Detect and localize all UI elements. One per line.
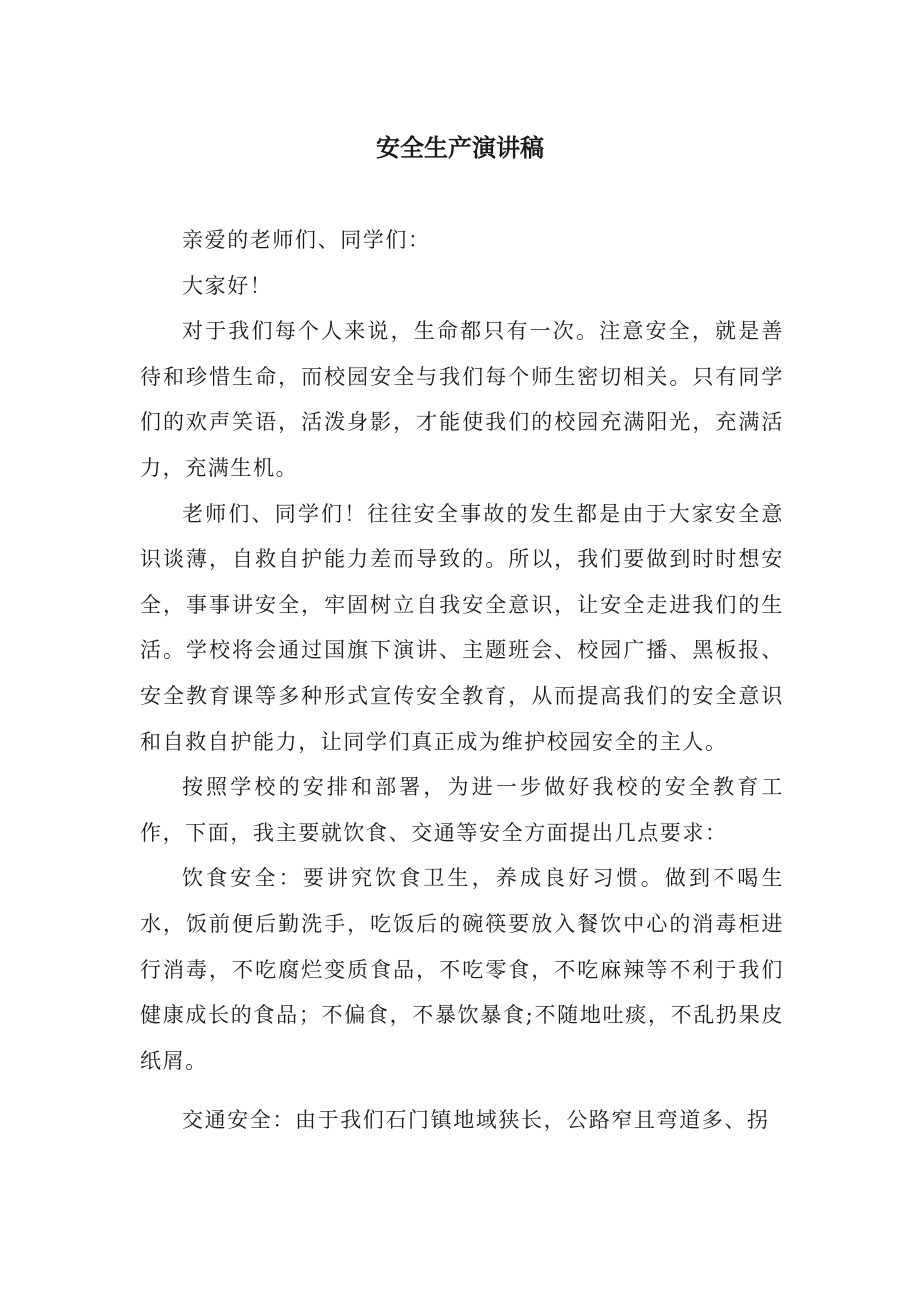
document-body xyxy=(140,218,784,1144)
paragraph-requirements-intro: 按照学校的安排和部署，为进一步做好我校的安全教育工作，下面，我主要就饮食、交通等安全方面提出几点要求： xyxy=(140,775,784,845)
paragraph-greeting: 亲爱的老师们、同学们： xyxy=(182,228,431,252)
paragraph-life-safety: 对于我们每个人来说，生命都只有一次。注意安全，就是善待和珍惜生命，而校园安全与我们每个师生密切相关。只有同学们的欢声笑语，活泼身影，才能使我们的校园充满阳光，充满活力，充满生机。 xyxy=(140,319,784,480)
document-title: 安全生产演讲稿 xyxy=(376,134,544,162)
paragraph-traffic-safety: 交通安全：由于我们石门镇地域狭长，公路窄且弯道多、拐 xyxy=(182,1108,770,1133)
paragraph-hello: 大家好！ xyxy=(182,273,273,298)
paragraph-food-safety: 饮食安全：要讲究饮食卫生，养成良好习惯。做到不喝生水，饭前便后勤洗手，吃饭后的碗筷要放入餐饮中心的消毒柜进行消毒，不吃腐烂变质食品，不吃零食，不吃麻辣等不利于我们健康成长的食品；不偏食，不暴饮暴食;不随地吐痰，不乱扔果皮纸屑。 xyxy=(140,866,784,1073)
paragraph-safety-awareness: 老师们、同学们！往往安全事故的发生都是由于大家安全意识谈薄，自救自护能力差而导致的。所以，我们要做到时时想安全，事事讲安全，牢固树立自我安全意识，让安全走进我们的生活。学校将会通过国旗下演讲、主题班会、校园广播、黑板报、安全教育课等多种形式宣传安全教育，从而提高我们的安全意识和自救自护能力，让同学们真正成为维护校园安全的主人。 xyxy=(140,501,784,754)
